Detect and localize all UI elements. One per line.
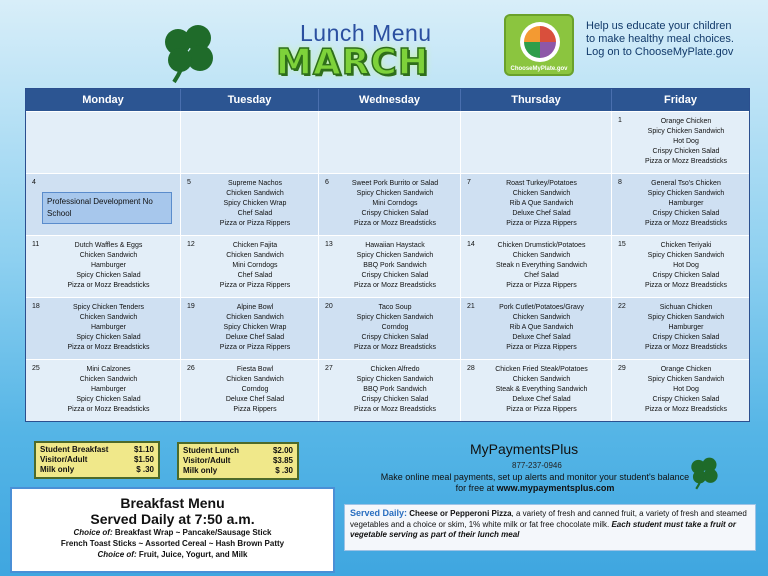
menu-item: Corndog (381, 324, 409, 331)
menu-items (626, 303, 746, 353)
calendar-day-cell (461, 174, 612, 235)
help-text: Help us educate your children to make healthy meal choices. Log on to ChooseMyPlate.gov (586, 20, 734, 58)
served-daily-text: , a variety of fresh and canned fruit, a variety of fresh and steamed vegetables and a choice or skim, 1% white milk or fat free chocolate milk. (350, 509, 747, 529)
day-number: 7 (467, 179, 471, 186)
menu-item: Deluxe Chef Salad (512, 210, 571, 217)
day-number: 26 (187, 365, 195, 372)
menu-item: Chicken Sandwich (226, 314, 284, 321)
menu-item: Chicken Sandwich (79, 252, 138, 259)
breakfast-line (12, 549, 333, 560)
price-label: Visitor/Adult (40, 455, 88, 464)
menu-item: Pizza or Mozz Breadsticks (67, 282, 150, 289)
calendar-day-cell (181, 174, 319, 235)
menu-items (475, 179, 608, 229)
menu-item: Pizza or Pizza Rippers (219, 282, 291, 289)
calendar-day-cell (319, 236, 461, 297)
day-number: 8 (618, 179, 622, 186)
menu-items (475, 241, 608, 291)
price-value: $2.00 (272, 446, 293, 455)
day-header-monday: Monday (26, 89, 181, 111)
choice-label: Choice of: (97, 550, 137, 559)
menu-item: Rib A Que Sandwich (509, 324, 574, 331)
day-number: 20 (325, 303, 333, 310)
menu-item: Chicken Sandwich (79, 376, 138, 383)
menu-item: BBQ Pork Sandwich (363, 386, 427, 393)
calendar-day-cell (26, 112, 181, 173)
calendar-day-cell (181, 360, 319, 421)
day-number: 4 (32, 179, 36, 186)
day-number: 29 (618, 365, 626, 372)
menu-item: Steak n Everything Sandwich (495, 262, 588, 269)
calendar-day-cell (181, 236, 319, 297)
choice-text: Fruit, Juice, Yogurt, and Milk (138, 550, 248, 559)
served-daily-label: Served Daily: (350, 508, 408, 518)
menu-item: Rib A Que Sandwich (509, 200, 574, 207)
calendar-day-cell (612, 298, 749, 359)
price-label: Milk only (183, 466, 218, 475)
calendar-week-row (26, 235, 749, 297)
menu-item: Spicy Chicken Sandwich (647, 128, 725, 135)
menu-item: Orange Chicken (660, 366, 712, 373)
menu-item: Spicy Chicken Salad (76, 396, 141, 403)
menu-item: Crispy Chicken Salad (652, 272, 720, 279)
menu-item: Pizza or Mozz Breadsticks (644, 158, 728, 165)
calendar-day-cell (461, 298, 612, 359)
menu-item: Chicken Sandwich (226, 376, 284, 383)
calendar-body (26, 111, 749, 421)
menu-item: Pizza or Mozz Breadsticks (353, 220, 437, 227)
menu-item: Pork Cutlet/Potatoes/Gravy (499, 304, 584, 311)
calendar-day-cell (319, 174, 461, 235)
menu-item: Spicy Chicken Tenders (72, 304, 145, 311)
day-number: 11 (32, 241, 40, 248)
myplate-label: ChooseMyPlate.gov (510, 66, 568, 72)
calendar-day-cell (181, 298, 319, 359)
price-value: $ .30 (275, 466, 293, 475)
menu-item: Deluxe Chef Salad (225, 334, 285, 341)
menu-items (626, 241, 746, 291)
menu-item: Chef Salad (237, 272, 273, 279)
menu-item: Pizza or Pizza Rippers (506, 344, 577, 351)
served-daily-pizza: Cheese or Pepperoni Pizza (409, 509, 512, 518)
breakfast-title: Breakfast Menu (120, 495, 225, 511)
menu-item: Chef Salad (237, 210, 273, 217)
price-row (183, 456, 293, 466)
menu-item: Pizza Rippers (233, 406, 277, 413)
day-number: 25 (32, 365, 40, 372)
menu-item: Supreme Nachos (227, 180, 283, 187)
day-number: 19 (187, 303, 195, 310)
menu-item: Pizza or Pizza Rippers (506, 406, 577, 413)
menu-item: Hamburger (90, 386, 126, 393)
menu-item: Hot Dog (673, 386, 699, 393)
menu-item: Spicy Chicken Salad (76, 272, 141, 279)
breakfast-prices (34, 441, 160, 479)
menu-item: Crispy Chicken Salad (652, 334, 720, 341)
price-value: $1.10 (133, 445, 154, 454)
menu-item: Chicken Fried Steak/Potatoes (495, 366, 588, 373)
menu-item: Dutch Waffles & Eggs (74, 242, 143, 249)
menu-item: Chicken Alfredo (370, 366, 420, 373)
menu-item: Crispy Chicken Salad (361, 210, 429, 217)
day-number: 14 (467, 241, 475, 248)
menu-item: Chicken Sandwich (512, 252, 571, 259)
calendar-week-row (26, 173, 749, 235)
day-number: 28 (467, 365, 475, 372)
menu-items (333, 241, 457, 291)
menu-item: Spicy Chicken Sandwich (356, 190, 434, 197)
menu-item: Hamburger (90, 324, 126, 331)
menu-items (195, 179, 315, 229)
menu-item: Crispy Chicken Salad (361, 272, 429, 279)
calendar-week-row (26, 111, 749, 173)
menu-items (626, 117, 746, 167)
served-daily-box (344, 504, 756, 551)
price-row (183, 446, 293, 456)
lunch-prices (177, 442, 299, 480)
calendar-day-cell (26, 174, 181, 235)
menu-item: Fiesta Bowl (236, 366, 274, 373)
menu-item: Spicy Chicken Wrap (223, 200, 287, 207)
menu-item: Spicy Chicken Sandwich (647, 314, 725, 321)
menu-item: Pizza or Mozz Breadsticks (644, 220, 728, 227)
menu-item: Chicken Sandwich (226, 190, 284, 197)
day-number: 5 (187, 179, 191, 186)
price-value: $3.85 (272, 456, 293, 465)
menu-item: Taco Soup (378, 304, 412, 311)
calendar-header (26, 89, 749, 111)
menu-item: Chicken Sandwich (79, 314, 138, 321)
calendar-week-row (26, 297, 749, 359)
day-number: 12 (187, 241, 195, 248)
calendar-day-cell (319, 298, 461, 359)
day-number: 22 (618, 303, 626, 310)
menu-item: Hot Dog (673, 138, 699, 145)
choice-label: Choice of: (73, 528, 113, 537)
day-number: 18 (32, 303, 40, 310)
day-number: 13 (325, 241, 333, 248)
menu-item: Crispy Chicken Salad (652, 148, 720, 155)
price-row (183, 466, 293, 476)
menu-item: Chicken Drumstick/Potatoes (497, 242, 586, 249)
menu-item: Chicken Fajita (232, 242, 278, 249)
price-row (40, 445, 154, 455)
breakfast-line (12, 527, 333, 538)
menu-items (40, 365, 177, 415)
menu-item: Spicy Chicken Wrap (223, 324, 287, 331)
menu-item: Crispy Chicken Salad (361, 334, 429, 341)
calendar-day-cell (612, 360, 749, 421)
menu-item: Pizza or Pizza Rippers (219, 344, 291, 351)
calendar-day-cell (612, 236, 749, 297)
menu-items (475, 303, 608, 353)
day-number: 27 (325, 365, 333, 372)
payments-title: MyPaymentsPlus (470, 441, 579, 457)
menu-items (195, 365, 315, 415)
payments-phone: 877-237-0946 (512, 461, 562, 470)
menu-item: Hot Dog (673, 262, 699, 269)
menu-item: Orange Chicken (660, 118, 712, 125)
menu-item: Roast Turkey/Potatoes (506, 180, 577, 187)
calendar-day-cell (612, 112, 749, 173)
price-label: Milk only (40, 465, 75, 474)
menu-item: Chicken Teriyaki (660, 242, 712, 249)
menu-item: Corndog (241, 386, 269, 393)
day-header-tuesday: Tuesday (181, 89, 319, 111)
menu-item: Chicken Sandwich (512, 314, 571, 321)
menu-item: Crispy Chicken Salad (652, 396, 720, 403)
choice-text: Breakfast Wrap ~ Pancake/Sausage Stick (114, 528, 272, 537)
menu-items (195, 241, 315, 291)
menu-item: Chicken Sandwich (512, 376, 571, 383)
menu-item: Deluxe Chef Salad (512, 396, 571, 403)
day-number: 15 (618, 241, 626, 248)
menu-item: Spicy Chicken Sandwich (356, 314, 434, 321)
menu-item: Pizza or Mozz Breadsticks (353, 344, 437, 351)
menu-item: Hawaiian Haystack (365, 242, 425, 249)
plate-icon (520, 22, 560, 62)
menu-item: Hamburger (668, 200, 704, 207)
menu-items (333, 365, 457, 415)
menu-item: Mini Corndogs (372, 200, 418, 207)
price-label: Student Breakfast (40, 445, 109, 454)
menu-item: Chicken Sandwich (512, 190, 571, 197)
month-title: MARCH (276, 42, 429, 83)
day-number: 1 (618, 117, 622, 124)
calendar-day-cell (26, 236, 181, 297)
menu-items (40, 303, 177, 353)
menu-items (333, 303, 457, 353)
menu-item: Pizza or Pizza Rippers (506, 220, 577, 227)
menu-item: BBQ Pork Sandwich (363, 262, 427, 269)
shamrock-icon (160, 22, 220, 84)
menu-item: Chef Salad (524, 272, 559, 279)
calendar-day-cell (461, 236, 612, 297)
menu-items (626, 179, 746, 229)
menu-item: Pizza or Pizza Rippers (219, 220, 291, 227)
menu-items (626, 365, 746, 415)
day-header-thursday: Thursday (461, 89, 612, 111)
menu-item: Spicy Chicken Salad (76, 334, 141, 341)
menu-items (40, 241, 177, 291)
served-daily-note: Each student must take a fruit or vegetable serving as part of their lunch meal (350, 519, 736, 539)
calendar-week-row (26, 359, 749, 421)
menu-item: Hamburger (668, 324, 704, 331)
menu-item: Crispy Chicken Salad (361, 396, 429, 403)
price-row (40, 455, 154, 465)
menu-item: Spicy Chicken Sandwich (647, 252, 725, 259)
calendar-day-cell (461, 360, 612, 421)
menu-item: Spicy Chicken Sandwich (647, 190, 725, 197)
menu-item: Spicy Chicken Sandwich (356, 376, 434, 383)
breakfast-line: French Toast Sticks ~ Assorted Cereal ~ Hash Brown Patty (60, 539, 285, 548)
calendar-day-cell (319, 112, 461, 173)
menu-item: Pizza or Mozz Breadsticks (644, 406, 728, 413)
payments-desc-text: Make online meal payments, set up alerts and monitor your student's balance for free at (380, 472, 690, 493)
shamrock-icon (688, 456, 722, 490)
menu-item: Deluxe Chef Salad (512, 334, 571, 341)
breakfast-subtitle: Served Daily at 7:50 a.m. (90, 511, 255, 527)
menu-items (195, 303, 315, 353)
menu-item: Hamburger (90, 262, 126, 269)
menu-item: Chicken Sandwich (226, 252, 284, 259)
menu-item: Steak & Everything Sandwich (495, 386, 588, 393)
day-header-wednesday: Wednesday (319, 89, 461, 111)
menu-item: Sichuan Chicken (659, 304, 713, 311)
menu-item: Crispy Chicken Salad (652, 210, 720, 217)
menu-item: Mini Calzones (86, 366, 131, 373)
menu-item: Spicy Chicken Sandwich (356, 252, 434, 259)
menu-item: Pizza or Pizza Rippers (506, 282, 577, 289)
price-row (40, 465, 154, 475)
calendar-day-cell (26, 360, 181, 421)
calendar-day-cell (26, 298, 181, 359)
menu-item: Pizza or Mozz Breadsticks (67, 344, 150, 351)
calendar-day-cell (181, 112, 319, 173)
menu-item: Pizza or Mozz Breadsticks (67, 406, 150, 413)
lunch-calendar (25, 88, 750, 422)
price-value: $ .30 (136, 465, 154, 474)
menu-item: Pizza or Mozz Breadsticks (644, 282, 728, 289)
payments-link[interactable]: www.mypaymentsplus.com (496, 483, 615, 493)
menu-item: General Tso's Chicken (651, 180, 721, 187)
day-number: 6 (325, 179, 329, 186)
menu-item: Pizza or Mozz Breadsticks (353, 282, 437, 289)
menu-item: Alpine Bowl (236, 304, 274, 311)
payments-description (380, 472, 690, 494)
price-label: Student Lunch (183, 446, 239, 455)
menu-item: Mini Corndogs (232, 262, 278, 269)
price-label: Visitor/Adult (183, 456, 231, 465)
calendar-day-cell (319, 360, 461, 421)
calendar-day-cell (612, 174, 749, 235)
price-value: $1.50 (133, 455, 154, 464)
menu-item: Pizza or Mozz Breadsticks (644, 344, 728, 351)
myplate-logo (504, 14, 574, 76)
menu-items (333, 179, 457, 229)
menu-items (475, 365, 608, 415)
menu-item: Pizza or Mozz Breadsticks (353, 406, 437, 413)
menu-title: Lunch Menu (300, 20, 432, 46)
no-school-note: Professional Development No School (42, 192, 172, 224)
menu-item: Spicy Chicken Sandwich (647, 376, 725, 383)
day-header-friday: Friday (663, 94, 697, 106)
menu-item: Deluxe Chef Salad (225, 396, 285, 403)
calendar-day-cell (461, 112, 612, 173)
menu-item: Sweet Pork Burrito or Salad (351, 180, 439, 187)
breakfast-menu (10, 487, 335, 573)
day-number: 21 (467, 303, 475, 310)
